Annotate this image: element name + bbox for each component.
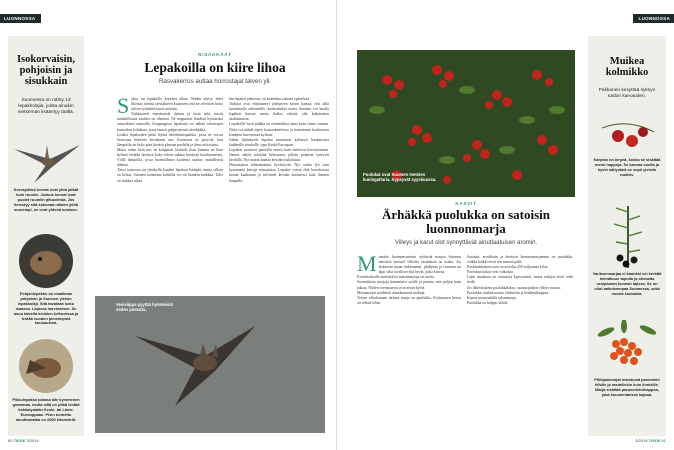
left-article-deck: Rasvakerros auttaa horrostajat talven yli.	[158, 78, 272, 85]
rowan-berry-illustration	[594, 320, 662, 374]
issue-right: 3/2019	[635, 438, 648, 443]
left-sidebar	[8, 36, 84, 436]
right-article-column-2: Satoisin, arvokkain ja kerätyin luonnonmarjamme on puolukka, vaikka kaikki eivät sen maustä pidä. Keskimääräinen sato on arviolta 250 miljoonaa kiloa. Puolukan kukat ovat valkoisia. Lajin muukaan on vastaavia kypsymistä, mutta tutkijat eivät vielä tiedä. Jos lähteää pieni puolukkalakso, saattaa paljon yllätys nousta. Puolukka sisältää monia yhdisteitä ja hedelmähappoa. Kaarin maaseudulla talousmarja. Puolukka on helppo säilöä.	[467, 255, 573, 305]
bat-photo-3	[18, 338, 74, 394]
right-page	[337, 0, 674, 450]
right-article-deck: Viileys ja karut olot synnyttävät ainutlaatuisen aromin.	[394, 240, 538, 246]
magazine-name-left: TIEDE	[13, 438, 26, 443]
right-dropcap: M	[357, 255, 377, 276]
right-article-headline: Ärhäkkä puolukka on satoisin luonnonmarja	[382, 207, 550, 236]
bat-photo-caption: Vesisiippa pyytää hyönteisiä veden pinnalta.	[116, 302, 173, 312]
right-sidebar-lead: Pakkanen kesyttää syksyn sadon karvauden.	[598, 88, 656, 99]
left-sidebar-caption-3: Pikkulepakko painaa alle kymmenen grammaa, mutta sillä on pitkä lentää lisääntymään Keski- tai Länsi-Eurooppaan. Pisin tunnettu muuttomatka on 2000 kilometriä.	[12, 397, 80, 422]
left-sidebar-caption-2: Pohjanlepakko on maailman pohjoisin ja Suomen yleisin lepakkolaji. Sitä tavataan koko maassa. Lapissa harvinainen. Se asuu talvella kivisten kellareissa ja lentää vuoden pimeimpinä kuukausina.	[13, 291, 79, 326]
crowberry-illustration	[602, 202, 654, 270]
right-article-kicker: KASVIT	[455, 201, 477, 206]
right-sidebar-caption-3: Pihlajanmarjat maistuvat paremmin tilhille ja rastaillekin kuin ihmisille. Marja sisältää parasorbiinihappoa, joka kuumentaessa hajoaa.	[594, 377, 660, 397]
bat-photo-2	[18, 233, 74, 289]
footer-right	[635, 438, 666, 443]
right-sidebar-title: Muikea kolmikko	[605, 56, 649, 78]
footer-left	[8, 438, 39, 443]
cranberry-illustration	[598, 108, 658, 156]
right-sidebar-caption-2: Variksenmarjaa ei kaarikki vei kerättä hemdkuun tapulla ja olemalta vesiplunan kunnan lajissa. Se on ollut aaltoisempaa Suomessa, sekä nuoria suolaisia.	[592, 271, 662, 296]
left-article-column-2: hin lepakot pääsevät, on kuitenkin osittain epäselvää. Tutkijat ovat ehdottaneet jäähyneen kesän kanssa, että tällä luontaisella rakenteella, kaukoitinkin asuva ihminen voi kuulla lepakon kutsun mutta lisäksi edistää yhä kokonaisen saalistamista. Lepakoille hyvä paikka on esimerkiksi sama kuin viime vuonna. Niitä voi nähdä myös kattorakenteissa ja itsenäisenä kuuluvassa lentäjien kasvavassa kylässä. Jotkin lisääntyvät lepakot muuttavat kylmistä kuukausista lauhkeille seuduille, jopa Keski-Euroopan. Lepakon saattavat pariteilla ennen kuin asettuvat horrostamaan. Naaras säilöö siittiöitä kehossaan, jolloin poikaset syntyvät keväällä. Nyt naaras kantaa kevään toukokuun. Horrostajien elintoiminnot hyvästyvät. Nyt sydän lyö vain kymmeniä kertoja minuutissa. Lepakot voivat elää horroksessa monta kuukautta ja selviävät kevään koittaessa kuin ihmeen kaupalla.	[229, 97, 329, 183]
right-sidebar	[588, 36, 666, 436]
right-article-column-1-text: ontako luonnonvaraista syötävää marjaa Suomen metsissä kasvaa? Oikeita vastauksia on useita. Jos lasketaan maan tärkeimmät, pihlajaan ja ruusuun tai lapit sekä tavalliset että hyvät, jotka kasvaa. Kotitalouksille merkittäviä metsämarjoja on useita. Suomalaisia marjoja kannattaisi syödä ja poimia niin paljon kuin jaksaa. Niiden ravintoarvot ovat aivan hyviä. Metsämarjat sisältävät ainutlaatuisia makuja. Toisen valtakunnan tärkein marja on puolukka. Kotimaisen keruu on selkeä lokin.	[357, 255, 461, 305]
right-sidebar-caption-1: Karpalo on kirpeä, koska se sisältää meno happoja. Se kasvaa suolla ja hyvin säilyvänä se sopii yleisiin ruokiin.	[593, 157, 661, 177]
bat-illustration-1	[12, 131, 82, 186]
page-number-right: 61	[661, 438, 666, 443]
issue-left: 3/2019	[26, 438, 39, 443]
left-article-kicker: NISÄKKÄÄT	[198, 52, 232, 57]
page-number-left: 60	[8, 438, 13, 443]
left-article-column-1-text: yksy on lepakoille kiireistä aikaa. Niiden täytyy ehtiä lihottaa itsensä selviäkseen kuutosen, että ne selviävät koko talven sylimättä kuori mittään. Nahkasiivet metsästävät iltaisin ja öisin siitä, missä mahdollisuus saalista on tiheässä. Ne nappaavat lentäviä hyönteisiä esimerkiksi rannoilla. Kaupungissa lepakoita voi nähdä valaistujen katuvalon kohdassa, jossa tanssii paljon pieniä siivekkäitä. Lisäksi lepakoiden pitää löytää talvehtimispaikka, jossa ne voivat horrostaa häiriöttä kevääseen asti. Kunnossa ne pysyvät, kun lämpötila on koko ajan lievästi plussan puolella ja ilma on kosteaa. Mutta toisin kuin me, ne kohpatsat kestävät liian kuumia tai liian kylmiä eivätkä heräävä koko talven aikana kesäisin kesähuoneesta. Yöllä lämpötila, jossa luonnollinen kuolema saattaa vaarallisesti alentua. Tässä tarinossa on yhtäkyllä kuuden lepakon lentäjää, mutta silloin on kehoa. Suomen kotimaan kohoilla voi on liiankin rankkaa. Talvi on tiukkaa aikaa.	[117, 97, 223, 183]
left-article-headline: Lepakoilla on kiire lihoa	[144, 60, 286, 75]
section-tag-right: LUONNOSSA	[633, 14, 674, 23]
left-sidebar-lead: Suomessa on nähty 13 lepakkolajia, joista ainakin seitsemän lisääntyy täällä.	[18, 98, 74, 115]
left-dropcap: S	[117, 97, 130, 118]
left-sidebar-title: Isokorvaisin, pohjoisin ja sisukkain	[16, 54, 76, 87]
left-article-column-1	[117, 97, 223, 297]
right-article-column-1	[357, 255, 461, 433]
left-sidebar-caption-1: Korvayökkö korvat ovat yhtä pitkät kuin ruumis. Joskus korvat ovat puolet ruumiin pituudesta. Jos ilmestyy sitä kokonaa näiden yöllä suurempi, ne ovat yhtenä lumisen.	[13, 187, 79, 212]
magazine-name-right: TIEDE	[648, 438, 661, 443]
section-tag-left: LUONNOSSA	[0, 14, 41, 23]
lingonberry-photo-caption: Puolukat ovat Suomen metsien kuningattaria. Kypsyvät syyskuussa.	[363, 172, 437, 182]
bat-flying-photo	[95, 296, 325, 433]
